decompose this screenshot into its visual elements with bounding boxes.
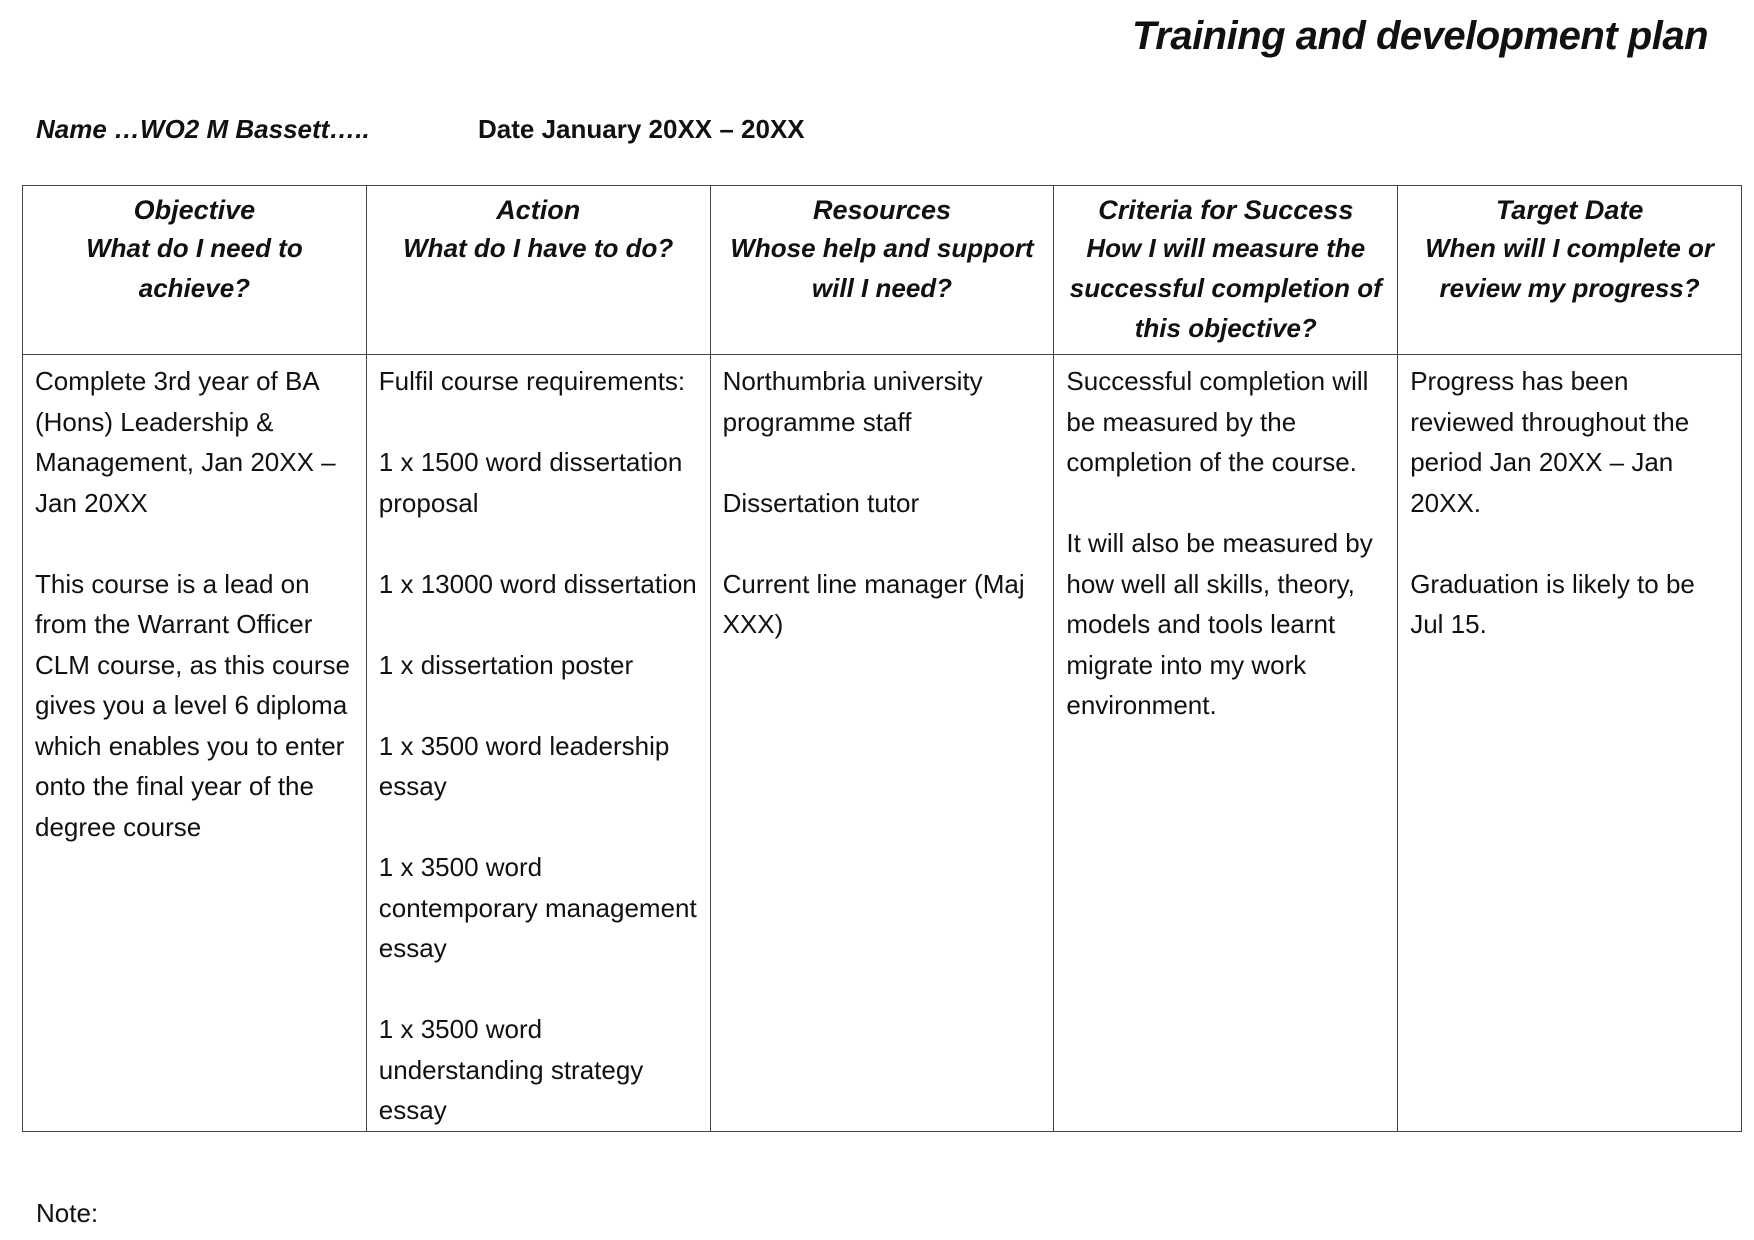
cell-paragraph: 1 x 1500 word dissertation proposal: [378, 447, 683, 518]
cell-paragraph: Fulfil course requirements:: [378, 366, 686, 396]
cell-paragraph: This course is a lead on from the Warrant Officer CLM course, as this course gives you a level 6 diploma which enables you to enter onto the final year of the degree course: [35, 568, 351, 842]
header-action: [366, 186, 710, 355]
cell-target-date: [1398, 355, 1742, 1132]
header-title: Resources: [812, 195, 952, 225]
header-objective: [23, 186, 367, 355]
header-criteria: [1054, 186, 1398, 355]
cell-paragraph: Dissertation tutor: [722, 487, 920, 518]
cell-action: [366, 355, 710, 1132]
name-field: Name …WO2 M Bassett…..: [36, 114, 370, 144]
cell-paragraph: Current line manager (Maj XXX): [722, 568, 1025, 639]
cell-paragraph: 1 x 3500 word contemporary management essay: [378, 852, 697, 963]
cell-paragraph: 1 x 3500 word understanding strategy essay: [378, 1014, 644, 1125]
cell-paragraph: Graduation is likely to be Jul 15.: [1410, 568, 1695, 639]
cell-paragraph: 1 x 3500 word leadership essay: [378, 730, 670, 801]
header-subtitle: How I will measure the successful completion of this objective?: [1069, 233, 1382, 343]
cell-criteria: [1054, 355, 1398, 1132]
date-field: Date January 20XX – 20XX: [478, 114, 805, 144]
cell-paragraph: Northumbria university programme staff: [722, 366, 983, 437]
header-subtitle: What do I have to do?: [403, 233, 674, 263]
cell-paragraph: 1 x dissertation poster: [378, 649, 634, 680]
header-title: Target Date: [1495, 195, 1644, 225]
header-title: Criteria for Success: [1098, 195, 1354, 225]
cell-resources: [710, 355, 1054, 1132]
header-title: Action: [496, 195, 581, 225]
cell-objective: [23, 355, 367, 1132]
plan-table: [22, 185, 1742, 1132]
header-subtitle: Whose help and support will I need?: [730, 233, 1034, 303]
table-row: [23, 355, 1742, 1132]
header-resources: [710, 186, 1054, 355]
header-title: Objective: [133, 195, 256, 225]
table-header-row: [23, 186, 1742, 355]
header-subtitle: What do I need to achieve?: [86, 233, 303, 303]
document-title: Training and development plan: [1132, 14, 1708, 58]
cell-paragraph: Complete 3rd year of BA (Hons) Leadership & Management, Jan 20XX – Jan 20XX: [35, 366, 336, 518]
cell-paragraph: Successful completion will be measured by the completion of the course.: [1066, 366, 1369, 477]
cell-paragraph: 1 x 13000 word dissertation: [378, 568, 697, 599]
header-subtitle: When will I complete or review my progress?: [1425, 233, 1715, 303]
cell-paragraph: It will also be measured by how well all skills, theory, models and tools learnt migrate into my work environment.: [1066, 528, 1373, 720]
cell-paragraph: Progress has been reviewed throughout the period Jan 20XX – Jan 20XX.: [1410, 366, 1690, 518]
note-label: Note:: [36, 1198, 99, 1228]
header-target-date: [1398, 186, 1742, 355]
